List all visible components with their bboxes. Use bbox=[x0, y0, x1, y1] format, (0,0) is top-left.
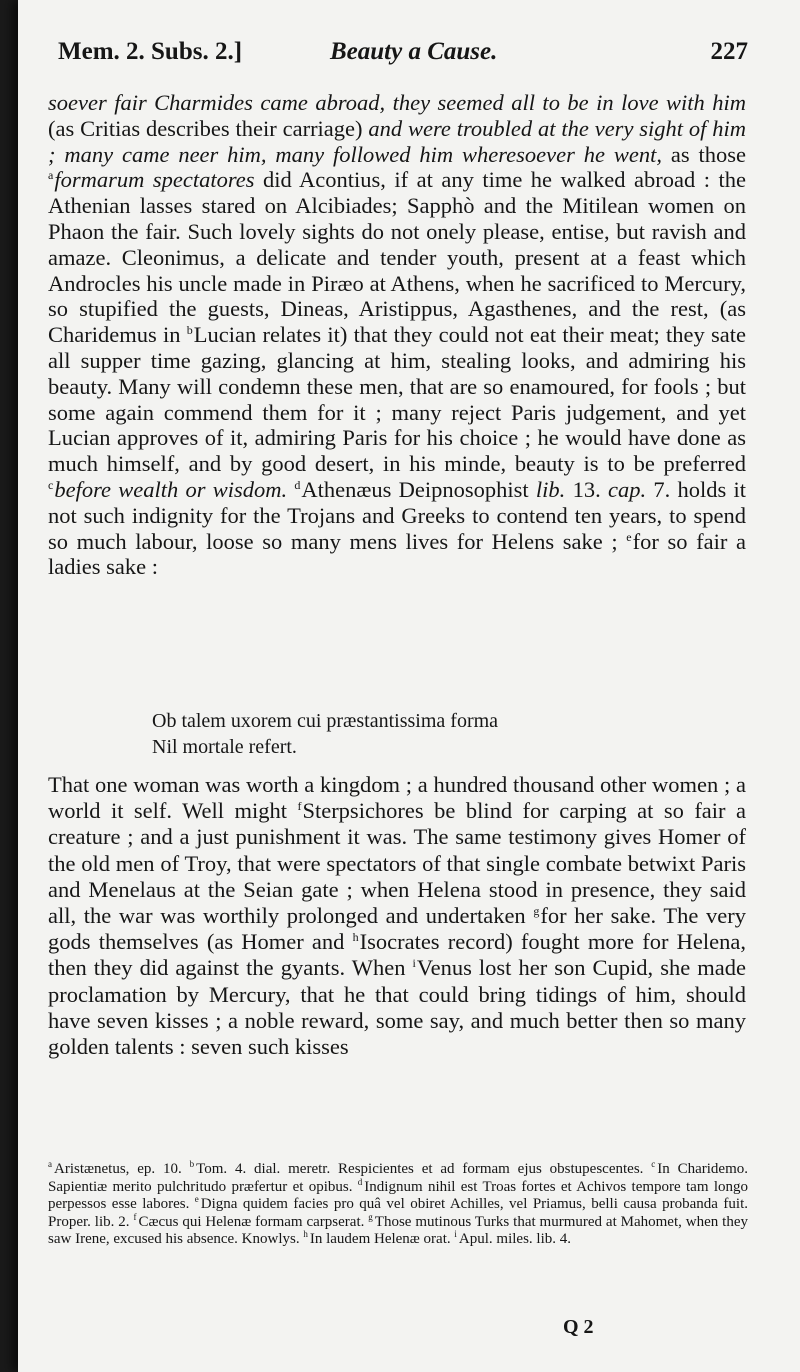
main-text-block-2 bbox=[48, 772, 746, 1060]
text-run: In Charidemo. Sapientiæ merito pulchritudo præfertur et opibus. bbox=[48, 1161, 748, 1195]
text-run: In laudem Helenæ orat. bbox=[309, 1231, 455, 1247]
footnote-marker: f bbox=[297, 799, 302, 814]
italic-text: lib. bbox=[535, 476, 566, 502]
paragraph-1 bbox=[48, 90, 746, 580]
text-run: Venus lost her son Cupid, she made proclamation by Mercury, that he that could bring tidings of him, should have seven kisses ; a noble reward, some say, and much better then so many golden talents : seven such kisses bbox=[48, 955, 746, 1060]
text-run: for her sake. The very gods themselves (as Homer and bbox=[48, 903, 746, 955]
text-run: Indignum nihil est Troas fortes et Achivos tempore tam longo perpessos esse labores. bbox=[48, 1178, 748, 1212]
text-run: did Acontius, if at any time he walked abroad : the Athenian lasses stared on Alcibiades; Sapphò and the Mitilean women on Phaon the fair. Such lovely sights do not onely please, entise, but ravish and amaze. Cleonimus, a delicate and tender youth, present at a feast which Androcles his uncle made in Piræo at Athens, when he sacrificed to Mercury, so stupified the guests, Dineas, Aristippus, Agasthenes, and the rest, (as Charidemus in bbox=[48, 167, 746, 348]
footnote-marker: c bbox=[651, 1159, 656, 1169]
text-run: (as Critias describes their carriage) bbox=[48, 115, 369, 141]
footnote-marker: i bbox=[454, 1229, 457, 1239]
verse-line-1: Ob talem uxorem cui præstantissima forma bbox=[152, 710, 499, 732]
italic-text: soever fair Charmides came abroad, they seemed all to be in love with him bbox=[48, 90, 746, 115]
text-run: Sterpsichores be blind for carping at so fair a creature ; and a just punishment it was. The same testimony gives Homer of the old men of Troy, that were spectators of that single combate betwixt Paris and Menelaus at the Seian gate ; when Helena stood in presence, they said all, the war was worthily prolonged and undertaken bbox=[48, 798, 746, 929]
running-header bbox=[58, 38, 748, 72]
footnote-marker: h bbox=[352, 930, 359, 945]
footnote-marker: h bbox=[303, 1229, 308, 1239]
footnote-marker: i bbox=[412, 956, 416, 971]
footnote-marker: b bbox=[186, 323, 193, 338]
text-run: 7. holds it not such indignity for the Trojans and Greeks to contend ten years, to spend so much labour, loose so many mens lives for Helens sake ; bbox=[48, 476, 746, 554]
paragraph-2 bbox=[48, 772, 746, 1060]
italic-text: and were troubled at the very sight of him ; many came neer him, many followed him wheresoever he went, bbox=[48, 115, 747, 167]
footnote-marker: a bbox=[48, 168, 54, 183]
signature-mark: Q 2 bbox=[563, 1316, 594, 1338]
footnote-marker: f bbox=[133, 1211, 137, 1222]
footnote-marker: b bbox=[189, 1159, 195, 1169]
footnote-marker: a bbox=[48, 1159, 52, 1169]
running-title: Beauty a Cause. bbox=[330, 38, 498, 65]
footnotes bbox=[48, 1161, 748, 1249]
text-run: Those mutinous Turks that murmured at Mahomet, when they saw Irene, excused his absence. Knowlys. bbox=[48, 1213, 748, 1247]
footnote-marker: c bbox=[48, 477, 54, 492]
text-run: Athenæus Deipnosophist bbox=[301, 476, 536, 502]
latin-verse bbox=[152, 708, 712, 760]
footnote-marker: g bbox=[368, 1211, 373, 1222]
footnote-marker: e bbox=[626, 529, 632, 544]
italic-text: cap. bbox=[607, 476, 647, 502]
text-run: That one woman was worth a kingdom ; a hundred thousand other women ; a world it self. Well might bbox=[48, 772, 746, 824]
footnote-marker: d bbox=[357, 1176, 363, 1187]
section-reference: Mem. 2. Subs. 2.] bbox=[58, 38, 243, 65]
verse-line-2: Nil mortale refert. bbox=[152, 736, 297, 758]
text-run: Apul. miles. lib. 4. bbox=[458, 1231, 571, 1247]
italic-text: before wealth or wisdom. bbox=[54, 476, 288, 502]
text-run: Lucian relates it) that they could not eat their meat; they sate all supper time gazing, glancing at him, stealing looks, and admiring his beauty. Many will condemn these men, that are so enamoured, for fools ; but some again commend them for it ; many reject Paris judgement, and yet Lucian approves of it, admiring Paris for his choice ; he would have done as much himself, and by good desert, in his minde, beauty is to be preferred bbox=[48, 322, 746, 477]
text-run: Digna quidem facies pro quâ vel obiret Achilles, vel Priamus, belli causa probanda fuit. Proper. lib. 2. bbox=[48, 1196, 748, 1230]
page-number: 227 bbox=[710, 38, 748, 65]
main-text-block bbox=[48, 90, 746, 580]
footnote-marker: g bbox=[533, 904, 540, 919]
book-page bbox=[18, 0, 800, 1372]
text-run: Tom. 4. dial. meretr. Respicientes et ad formam ejus obstupescentes. bbox=[196, 1161, 652, 1177]
text-run: 13. bbox=[565, 476, 608, 502]
text-run: Aristænetus, ep. 10. bbox=[54, 1161, 190, 1177]
text-run: for so fair a ladies sake : bbox=[48, 528, 746, 580]
italic-text: formarum spectatores bbox=[54, 167, 255, 193]
footnote-text bbox=[48, 1161, 748, 1249]
text-run: as those bbox=[662, 141, 746, 167]
text-run: Isocrates record) fought more for Helena, then they did against the gyants. When bbox=[48, 929, 746, 981]
footnote-marker: d bbox=[294, 477, 301, 492]
footnote-marker: e bbox=[194, 1194, 199, 1204]
text-run: Cæcus qui Helenæ formam carpserat. bbox=[138, 1213, 369, 1230]
